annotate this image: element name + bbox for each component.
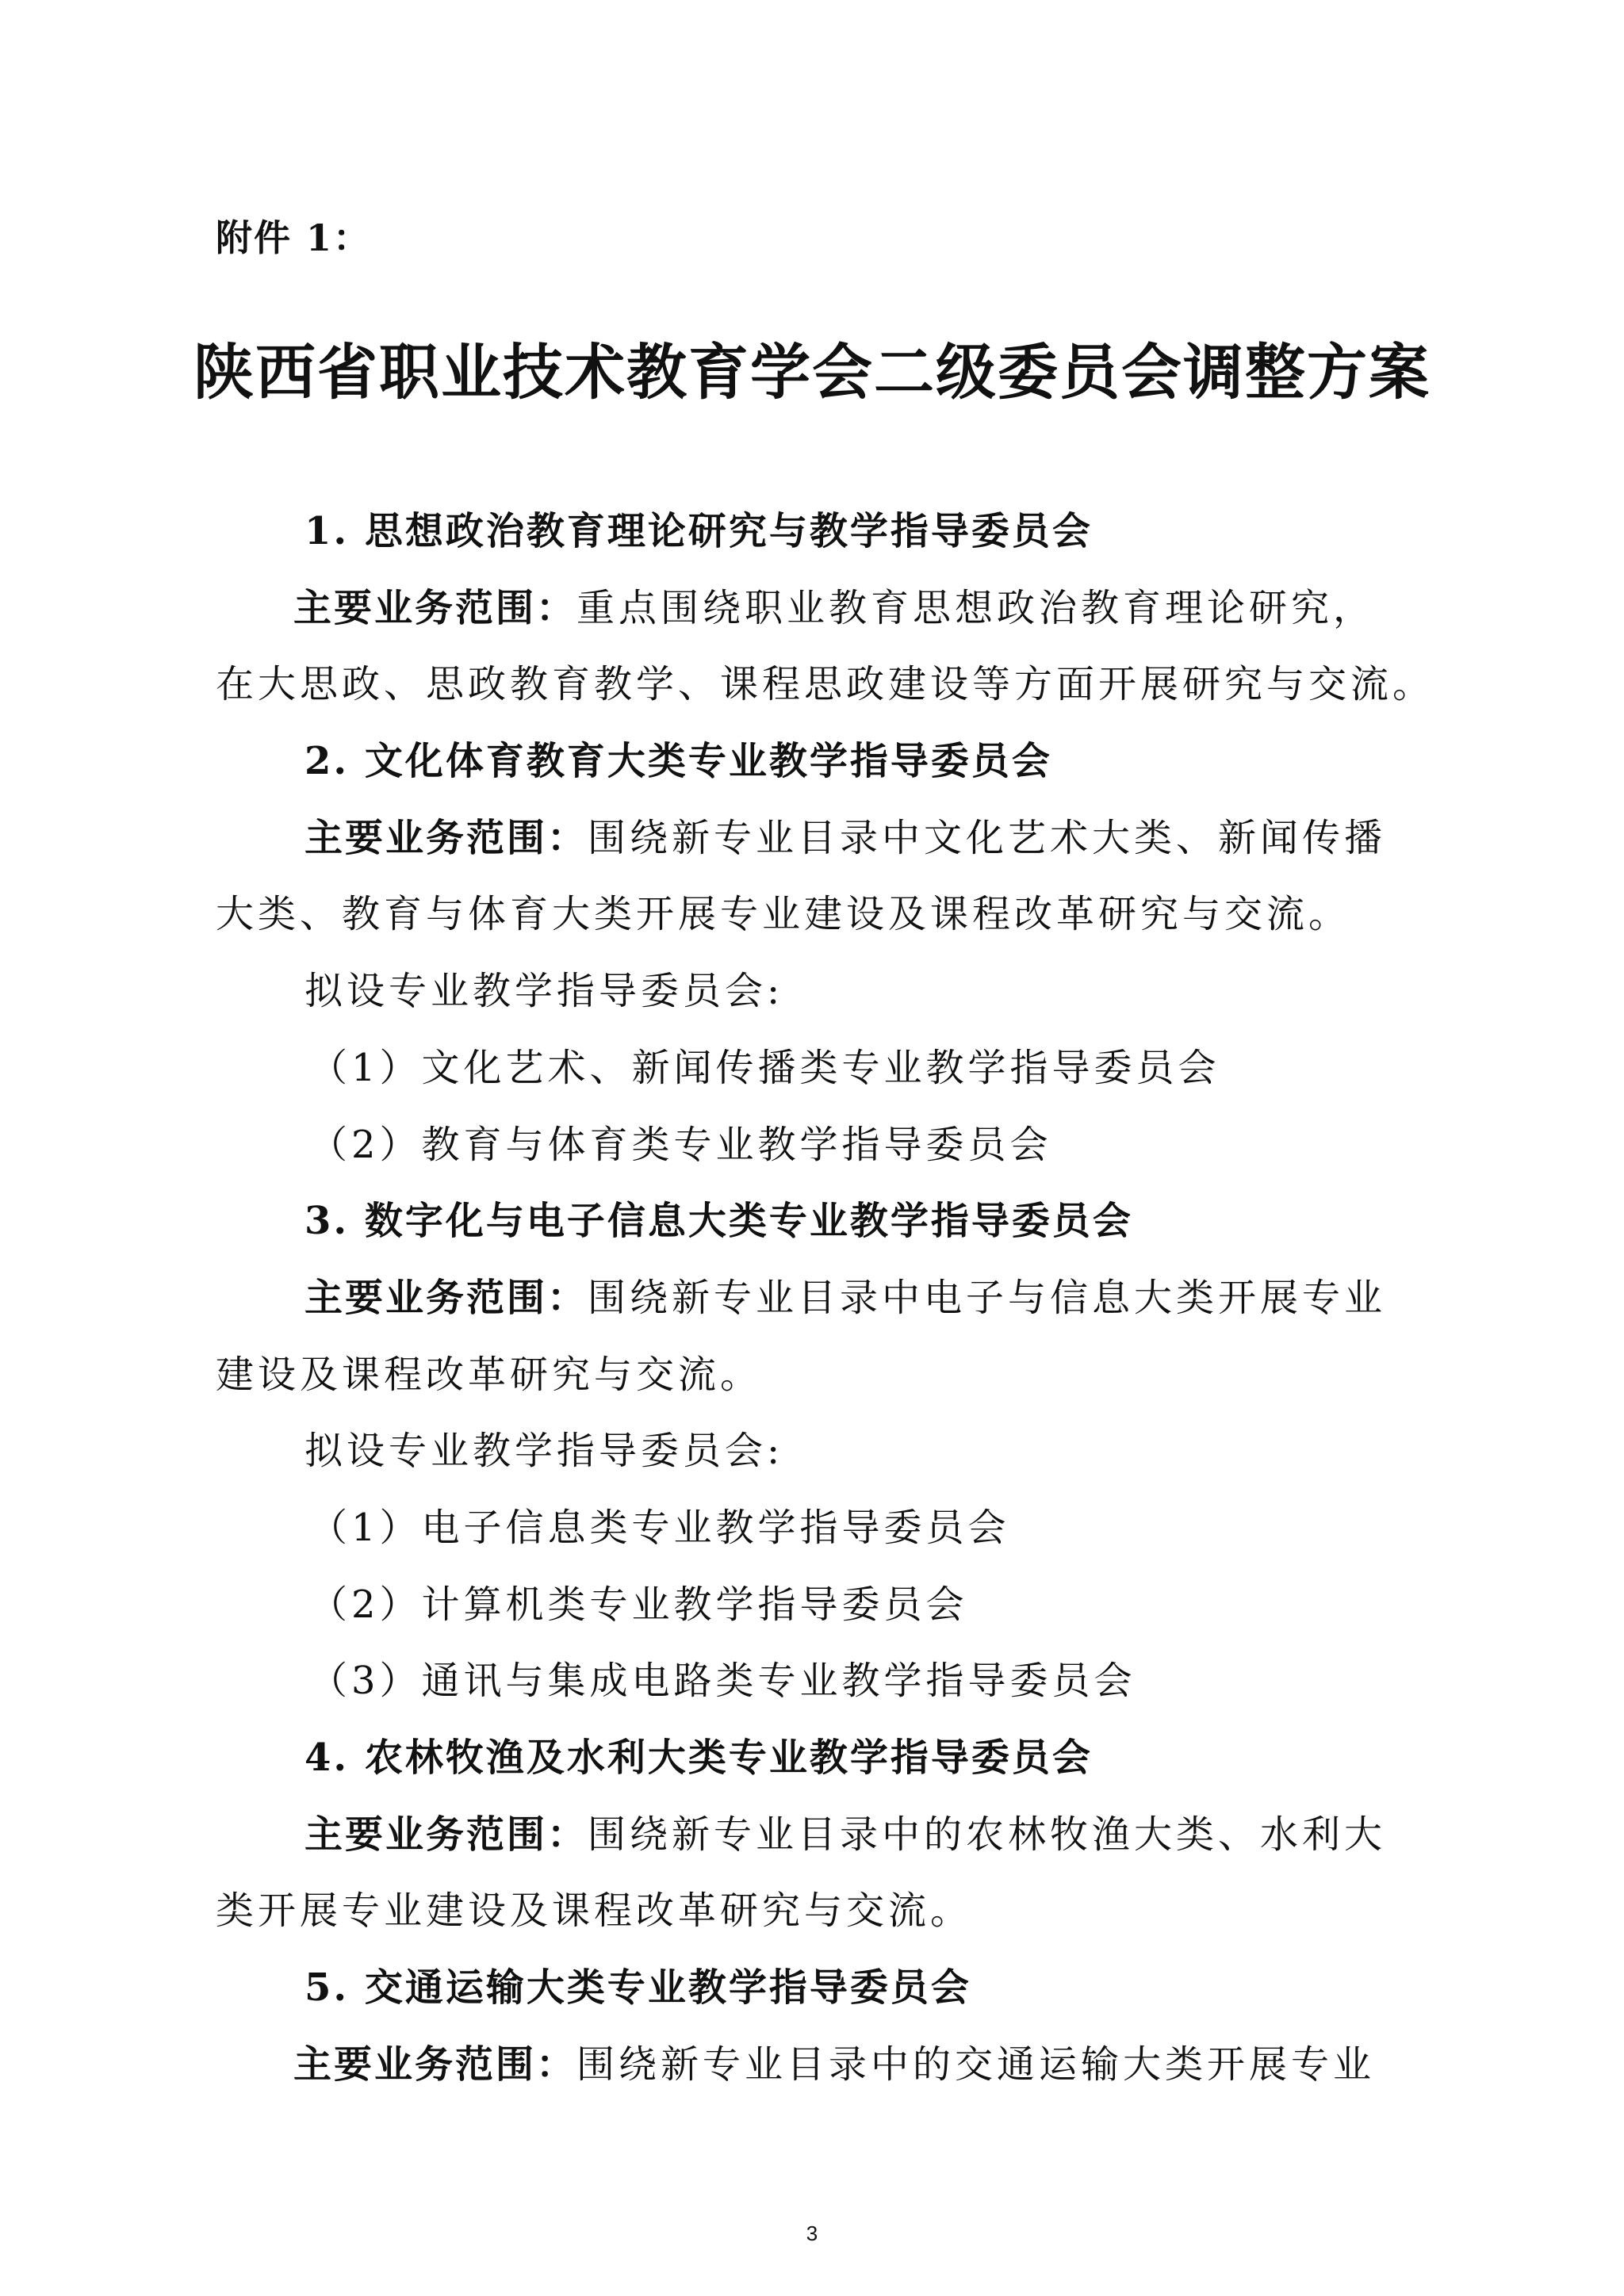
scope-text: 围绕新专业目录中文化艺术大类、新闻传播 <box>588 815 1387 860</box>
paragraph-line: 大类、教育与体育大类开展专业建设及课程改革研究与交流。 <box>216 892 1351 937</box>
scope-label: 主要业务范围： <box>293 585 577 630</box>
list-item: （1）电子信息类专业教学指导委员会 <box>309 1505 1010 1550</box>
list-item: （1）文化艺术、新闻传播类专业教学指导委员会 <box>309 1045 1220 1090</box>
page-title: 陕西省职业技术教育学会二级委员会调整方案 <box>193 337 1431 408</box>
section-heading-5: 5. 交通运输大类专业教学指导委员会 <box>304 1965 971 2011</box>
scope-text: 围绕新专业目录中的农林牧渔大类、水利大 <box>588 1812 1387 1857</box>
proposed-committees-intro: 拟设专业教学指导委员会: <box>304 1429 784 1474</box>
section-heading-1: 1. 思想政治教育理论研究与教学指导委员会 <box>304 509 1093 553</box>
scope-label: 主要业务范围： <box>293 2042 577 2087</box>
section-heading-3: 3. 数字化与电子信息大类专业教学指导委员会 <box>304 1199 1133 1244</box>
scope-label: 主要业务范围： <box>304 1812 588 1857</box>
paragraph-line: 在大思政、思政教育教学、课程思政建设等方面开展研究与交流。 <box>216 662 1435 707</box>
proposed-committees-intro: 拟设专业教学指导委员会: <box>304 969 784 1014</box>
scope-text: 重点围绕职业教育思想政治教育理论研究， <box>576 585 1376 630</box>
scope-line-1 <box>216 570 1434 647</box>
scope-text: 围绕新专业目录中的交通运输大类开展专业 <box>576 2042 1376 2087</box>
list-item: （2）教育与体育类专业教学指导委员会 <box>309 1122 1052 1167</box>
scope-label: 主要业务范围： <box>304 815 588 860</box>
attachment-label: 附件 1： <box>216 216 372 259</box>
scope-text: 围绕新专业目录中电子与信息大类开展专业 <box>588 1275 1387 1320</box>
list-item: （2）计算机类专业教学指导委员会 <box>309 1582 968 1627</box>
scope-line-3 <box>216 1260 1434 1337</box>
page-number: 3 <box>806 2221 818 2245</box>
paragraph-line: 建设及课程改革研究与交流。 <box>216 1352 763 1397</box>
paragraph-line: 类开展专业建设及课程改革研究与交流。 <box>216 1888 973 1934</box>
scope-label: 主要业务范围： <box>304 1275 588 1320</box>
scope-line-2 <box>216 800 1434 877</box>
list-item: （3）通讯与集成电路类专业教学指导委员会 <box>309 1659 1136 1704</box>
section-heading-2: 2. 文化体育教育大类专业教学指导委员会 <box>304 739 1052 784</box>
document-body <box>216 493 1434 2103</box>
scope-line-5 <box>216 2026 1434 2103</box>
scope-line-4 <box>216 1797 1434 1873</box>
section-heading-4: 4. 农林牧渔及水利大类专业教学指导委员会 <box>304 1735 1093 1780</box>
